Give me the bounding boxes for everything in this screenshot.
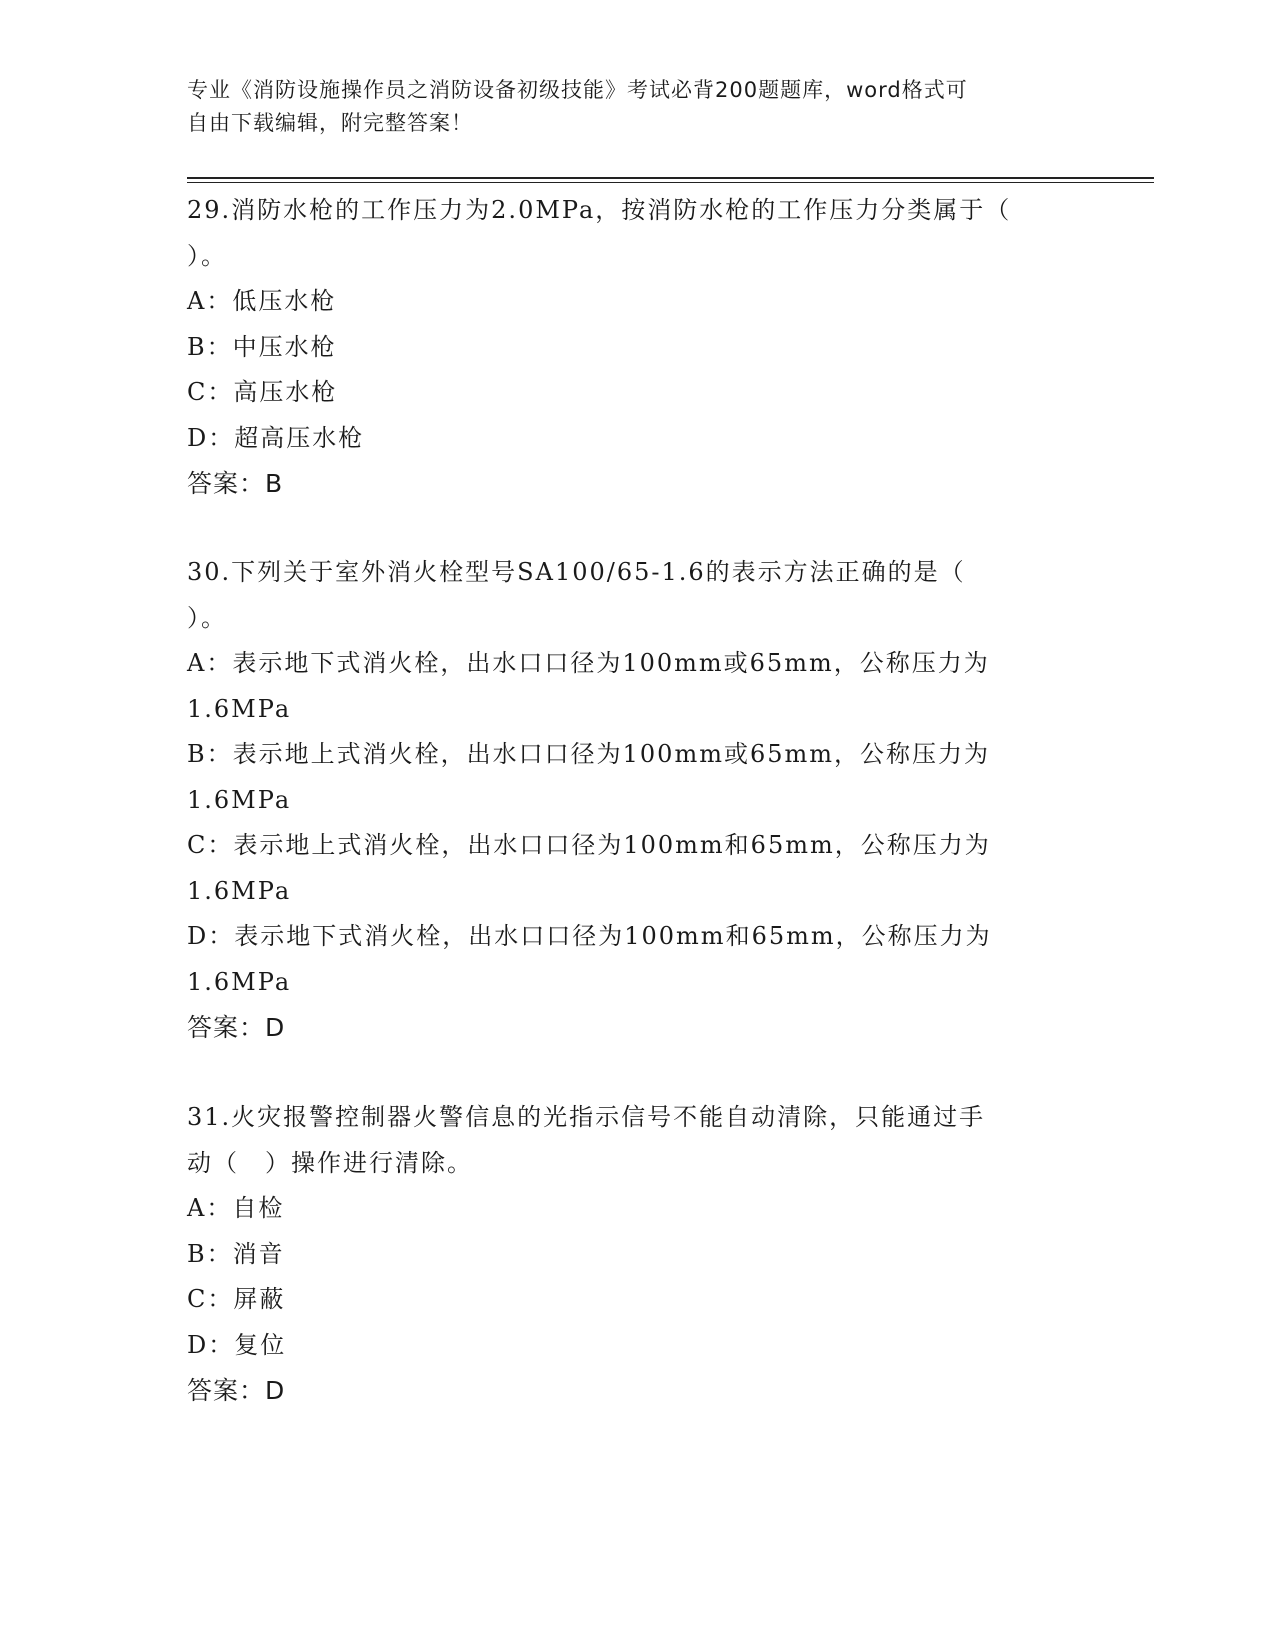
option-c-continued: 1.6MPa [187,876,292,905]
header-line-2: 自由下载编辑，附完整答案！ [187,111,473,135]
option-d: D：超高压水枪 [187,423,365,452]
answer-line: 答案：D [187,1376,286,1405]
option-a-continued: 1.6MPa [187,694,292,723]
option-d: D：复位 [187,1330,287,1359]
option-a: A：表示地下式消火栓，出水口口径为100mm或65mm，公称压力为 [187,649,990,677]
answer-line: 答案：D [187,1013,286,1042]
question-30 [187,550,1087,1051]
option-c: C：屏蔽 [187,1285,286,1313]
question-stem-line: ）。 [187,241,227,270]
header-divider-thick [187,177,1154,179]
option-d-continued: 1.6MPa [187,967,292,996]
option-a: A：低压水枪 [187,287,337,315]
answer-line: 答案：B [187,469,284,498]
option-b-continued: 1.6MPa [187,785,292,814]
option-a: A：自检 [187,1194,285,1222]
option-c: C：高压水枪 [187,378,338,406]
question-stem-line: 29.消防水枪的工作压力为2.0MPa，按消防水枪的工作压力分类属于（ [187,196,1012,224]
option-b: B：中压水枪 [187,332,337,361]
option-c: C：表示地上式消火栓，出水口口径为100mm和65mm，公称压力为 [187,831,991,859]
option-b: B：表示地上式消火栓，出水口口径为100mm或65mm，公称压力为 [187,740,991,768]
question-stem-line: ）。 [187,603,227,632]
option-d: D：表示地下式消火栓，出水口口径为100mm和65mm，公称压力为 [187,922,992,950]
header-divider-thin [187,182,1154,183]
question-stem-line: 30.下列关于室外消火栓型号SA100/65-1.6的表示方法正确的是（ [187,558,966,586]
question-29 [187,188,1087,507]
question-31 [187,1095,1087,1414]
question-stem-line: 31.火灾报警控制器火警信息的光指示信号不能自动清除，只能通过手 [187,1103,986,1131]
document-header [187,74,1067,140]
header-line-1: 专业《消防设施操作员之消防设备初级技能》考试必背200题题库，word格式可 [187,78,968,102]
option-b: B：消音 [187,1239,285,1268]
question-stem-line: 动（ ）操作进行清除。 [187,1148,473,1177]
